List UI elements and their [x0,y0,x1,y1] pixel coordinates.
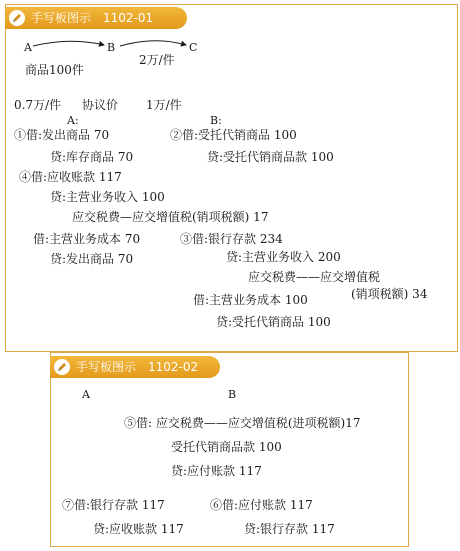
entry-line: 借:主营业务成本 70 [33,232,141,246]
column-a-label: A: [67,114,79,127]
entry-line: ②借:受托代销商品 100 [170,128,297,142]
entry-line: 贷:发出商品 70 [50,252,134,266]
entry-line: ①借:发出商品 70 [14,128,110,142]
entry-line: 贷:受托代销商品 100 [216,315,331,329]
flow-node-a: A [24,41,32,54]
column-b-label: B: [210,114,222,127]
arrow-b-to-c [120,41,186,46]
entry-line: 贷:主营业务收入 200 [226,250,341,264]
entry-line: 应交税费—应交增值税(销项税额) 17 [72,210,269,224]
price-agreed: 1万/件 [146,98,182,112]
price-agreed-label: 协议价 [82,98,119,112]
entry-line: 借:主营业务成本 100 [193,293,308,307]
flow-node-c: C [189,41,198,54]
flow-price-bc: 2万/件 [139,53,175,67]
column-a-label: A [82,388,90,401]
entry-line: ④借:应收账款 117 [19,170,122,184]
entry-line: ⑥借:应付账款 117 [210,498,313,512]
entry-line: 贷:应收账款 117 [93,522,184,536]
entry-line: 贷:受托代销商品款 100 [207,150,334,164]
price-cost: 0.7万/件 [14,98,62,112]
entry-line: 受托代销商品款 100 [171,440,282,454]
column-b-label: B [228,388,237,401]
entry-line: ⑤借: 应交税费——应交增值税(进项税额)17 [124,416,361,430]
panel-title: 手写板图示 [31,11,92,25]
panel-code: 1102-01 [103,11,154,25]
flow-node-b: B [107,41,116,54]
panel-title-tag-2 [50,356,220,378]
entry-line: 贷:银行存款 117 [244,522,335,536]
pencil-icon [54,359,70,375]
entry-line: ③借:银行存款 234 [180,232,283,246]
entry-line: 贷:应付账款 117 [171,464,262,478]
arrow-a-to-b [33,41,104,46]
panel-title: 手写板图示 [76,360,137,374]
entry-line: 贷:主营业务收入 100 [50,190,165,204]
flow-goods: 商品100件 [25,63,84,77]
entry-line: 贷:库存商品 70 [50,150,134,164]
panel-code: 1102-02 [148,360,199,374]
entry-line: (销项税额) 34 [351,287,428,301]
entry-line: 应交税费——应交增值税 [248,270,381,284]
entry-line: ⑦借:银行存款 117 [62,498,165,512]
